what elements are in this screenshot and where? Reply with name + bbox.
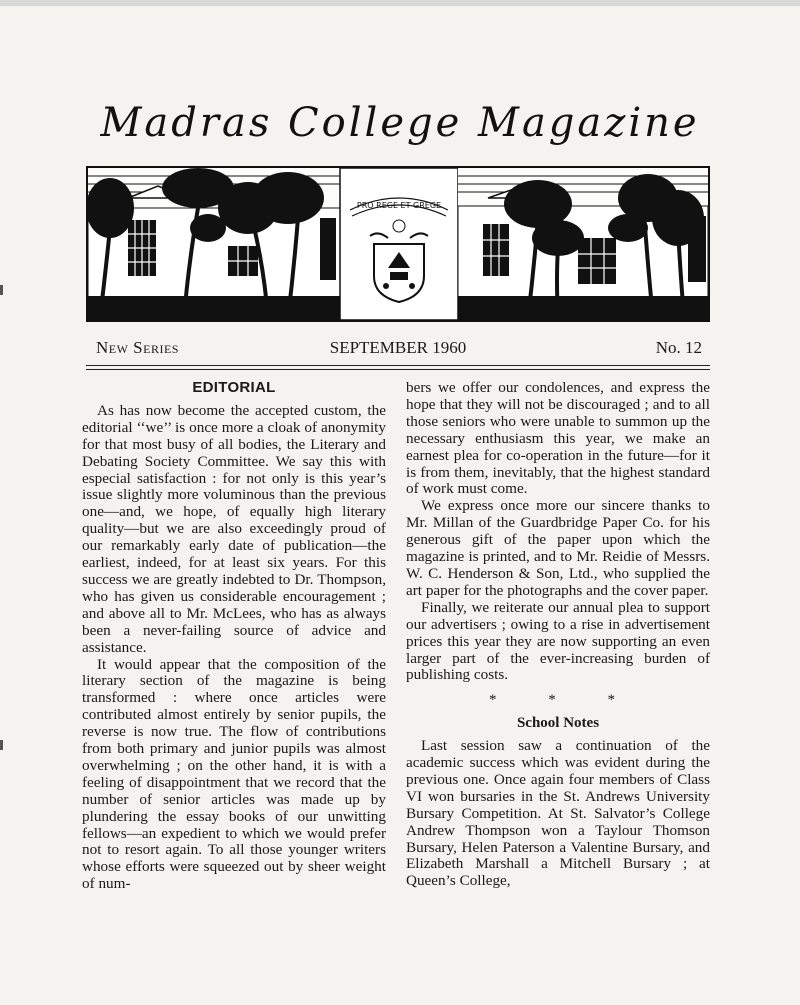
editorial-paragraph: As has now become the accepted custom, the editorial ‘‘we’’ is once more a cloak of anonymity for that most busy of all bodies, the Literary and Debating Society Committee. We say this with especial satisfaction : for not only is this year’s issue slightly more voluminous than the previous one—and, we hope, of equally high literary quality—but we are also exceedingly proud of our remarkably early date of publication—the earliest, indeed, for at least six years. For this success we are greatly indebted to Dr. Thompson, who has given us considerable encouragement ; and above all to Mr. McLees, who has as always been a never-failing source of advice and assistance.: [82, 401, 386, 656]
editorial-paragraph-continued: bers we offer our condolences, and express the hope that they will not be discouraged ; and to all those seniors who were unable to summon up the necessary enthusiasm this year, we make an earnest plea for co-operation in the future—for it is from them, inevitably, that the highest standard of work must come.: [406, 379, 710, 498]
section-separator: * * *: [489, 692, 639, 709]
divider-rule: [86, 365, 710, 366]
crest-motto: PRO REGE ET GREGE: [356, 201, 442, 210]
issue-date: SEPTEMBER 1960: [329, 338, 467, 357]
school-notes-heading: School Notes: [516, 715, 600, 732]
editorial-heading: EDITORIAL: [192, 379, 276, 396]
page-edge-mark: [0, 740, 3, 750]
series-label: New Series: [96, 338, 179, 357]
page-top-edge: [0, 0, 800, 6]
right-column: [406, 380, 710, 890]
school-notes-paragraph: Last session saw a continuation of the academic success which was evident during the previous one. Once again four members of Class VI won bursaries in the St. Andrews University Bursary Competition. At St. Salvator’s College Andrew Thompson won a Taylour Thomson Bursary, Helen Paterson a Valentine Bursary, and Elizabeth Marshall a Mitchell Bursary ; at Queen’s College,: [406, 737, 710, 890]
masthead-title: Madras College Magazine: [100, 100, 700, 146]
editorial-paragraph: Finally, we reiterate our annual plea to support our advertisers ; owing to a rise in advertisement prices this year they are now supporting an even larger part of the ever-increasing burden of publishing costs.: [406, 598, 710, 684]
page-edge-mark: [0, 285, 3, 295]
issue-info-bar: [86, 338, 710, 360]
school-building-illustration: [88, 168, 708, 320]
cover-illustration: [86, 166, 710, 322]
left-column: [82, 380, 386, 893]
editorial-paragraph: We express once more our sincere thanks to Mr. Millan of the Guardbridge Paper Co. for his generous gift of the paper upon which the magazine is printed, and to Mr. Reidie of Messrs. W. C. Henderson & Son, Ltd., who supplied the art paper for the photographs and the cover paper.: [406, 497, 710, 599]
issue-number: No. 12: [655, 338, 702, 357]
divider-rule: [86, 369, 710, 370]
editorial-paragraph: It would appear that the composition of the literary section of the magazine is being transformed : where once articles were contributed almost entirely by senior pupils, the reverse is now true. The flow of contributions from both primary and junior pupils was almost overwhelming ; on the other hand, it is with a feeling of disappointment that we record that the number of senior articles was made up by plundering the essay books of our unwitting fellows—an expedient to which we would prefer not to resort again. To all those younger writers whose efforts were squeezed out by sheer weight of num-: [82, 655, 386, 893]
